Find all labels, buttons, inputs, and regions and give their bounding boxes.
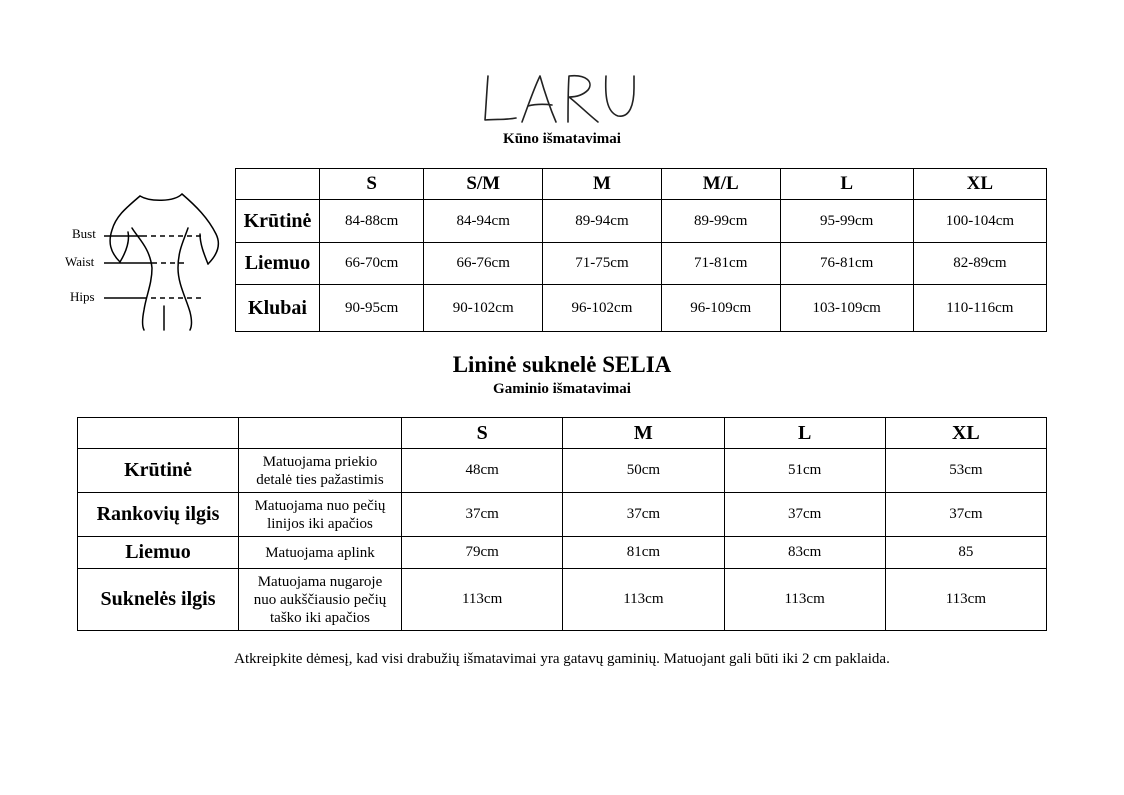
table-cell: 84-94cm bbox=[424, 200, 543, 243]
row-label: Krūtinė bbox=[236, 200, 320, 243]
row-label: Krūtinė bbox=[78, 449, 239, 493]
table-cell: 51cm bbox=[724, 449, 885, 493]
measurement-description bbox=[239, 493, 402, 537]
table-cell: 89-94cm bbox=[543, 200, 662, 243]
size-header: XL bbox=[885, 418, 1046, 449]
corner-cell bbox=[236, 169, 320, 200]
bust-label: Bust bbox=[72, 226, 96, 241]
desc-line: Matuojama priekio bbox=[262, 453, 378, 470]
table-cell: 95-99cm bbox=[780, 200, 913, 243]
table-cell: 71-81cm bbox=[661, 243, 780, 285]
table-cell: 79cm bbox=[402, 537, 563, 569]
size-header: S bbox=[320, 169, 424, 200]
table-cell: 90-95cm bbox=[320, 285, 424, 332]
measurement-description bbox=[239, 569, 402, 631]
size-header: L bbox=[780, 169, 913, 200]
size-header: M bbox=[563, 418, 724, 449]
table-cell: 89-99cm bbox=[661, 200, 780, 243]
size-header: XL bbox=[913, 169, 1046, 200]
product-title: Lininė suknelė SELIA bbox=[452, 352, 672, 377]
table-cell: 82-89cm bbox=[913, 243, 1046, 285]
table-cell: 100-104cm bbox=[913, 200, 1046, 243]
table-row bbox=[78, 537, 1047, 569]
desc-line: Matuojama nuo pečių bbox=[254, 497, 386, 514]
table-row bbox=[78, 569, 1047, 631]
row-label: Suknelės ilgis bbox=[78, 569, 239, 631]
table-cell: 113cm bbox=[885, 569, 1046, 631]
brand-logo bbox=[476, 68, 648, 130]
corner-cell bbox=[239, 418, 402, 449]
size-header: L bbox=[724, 418, 885, 449]
table-row bbox=[78, 449, 1047, 493]
row-label: Rankovių ilgis bbox=[78, 493, 239, 537]
waist-label: Waist bbox=[65, 254, 95, 269]
table-cell: 66-76cm bbox=[424, 243, 543, 285]
size-header: S bbox=[402, 418, 563, 449]
table-cell: 81cm bbox=[563, 537, 724, 569]
corner-cell bbox=[78, 418, 239, 449]
table-row bbox=[78, 493, 1047, 537]
table-cell: 113cm bbox=[563, 569, 724, 631]
table-cell: 96-109cm bbox=[661, 285, 780, 332]
desc-line: Matuojama nugaroje bbox=[257, 573, 383, 590]
table-row bbox=[236, 243, 1047, 285]
table-header-row bbox=[236, 169, 1047, 200]
table-cell: 76-81cm bbox=[780, 243, 913, 285]
measurement-description bbox=[239, 537, 402, 569]
table-header-row bbox=[78, 418, 1047, 449]
table-cell: 113cm bbox=[402, 569, 563, 631]
table-cell: 37cm bbox=[724, 493, 885, 537]
size-header: M/L bbox=[661, 169, 780, 200]
desc-line: nuo aukščiausio pečių bbox=[253, 591, 387, 608]
brand-logo-graphic bbox=[476, 68, 648, 130]
table-cell: 37cm bbox=[885, 493, 1046, 537]
desc-line: Matuojama aplink bbox=[265, 544, 375, 561]
table-cell: 71-75cm bbox=[543, 243, 662, 285]
table-cell: 96-102cm bbox=[543, 285, 662, 332]
product-measurements-subtitle: Gaminio išmatavimai bbox=[493, 381, 631, 397]
table-cell: 85 bbox=[885, 537, 1046, 569]
table-cell: 53cm bbox=[885, 449, 1046, 493]
desc-line: taško iki apačios bbox=[270, 609, 370, 626]
table-cell: 103-109cm bbox=[780, 285, 913, 332]
hips-label: Hips bbox=[70, 289, 95, 304]
body-outline-figure bbox=[60, 188, 240, 333]
table-cell: 50cm bbox=[563, 449, 724, 493]
table-cell: 48cm bbox=[402, 449, 563, 493]
table-cell: 113cm bbox=[724, 569, 885, 631]
body-measurements-table bbox=[235, 168, 1047, 332]
table-cell: 37cm bbox=[402, 493, 563, 537]
measurement-description bbox=[239, 449, 402, 493]
table-row bbox=[236, 285, 1047, 332]
desc-line: linijos iki apačios bbox=[267, 515, 373, 532]
body-measurements-subtitle: Kūno išmatavimai bbox=[503, 131, 621, 147]
table-cell: 110-116cm bbox=[913, 285, 1046, 332]
table-cell: 66-70cm bbox=[320, 243, 424, 285]
size-header: S/M bbox=[424, 169, 543, 200]
table-cell: 84-88cm bbox=[320, 200, 424, 243]
size-header: M bbox=[543, 169, 662, 200]
table-cell: 37cm bbox=[563, 493, 724, 537]
measurement-note: Atkreipkite dėmesį, kad visi drabužių išmatavimai yra gatavų gaminių. Matuojant gali būti iki 2 cm paklaida. bbox=[234, 651, 890, 667]
row-label: Liemuo bbox=[78, 537, 239, 569]
table-cell: 90-102cm bbox=[424, 285, 543, 332]
table-row bbox=[236, 200, 1047, 243]
table-cell: 83cm bbox=[724, 537, 885, 569]
row-label: Liemuo bbox=[236, 243, 320, 285]
desc-line: detalė ties pažastimis bbox=[256, 471, 384, 488]
product-measurements-table bbox=[77, 417, 1047, 631]
row-label: Klubai bbox=[236, 285, 320, 332]
